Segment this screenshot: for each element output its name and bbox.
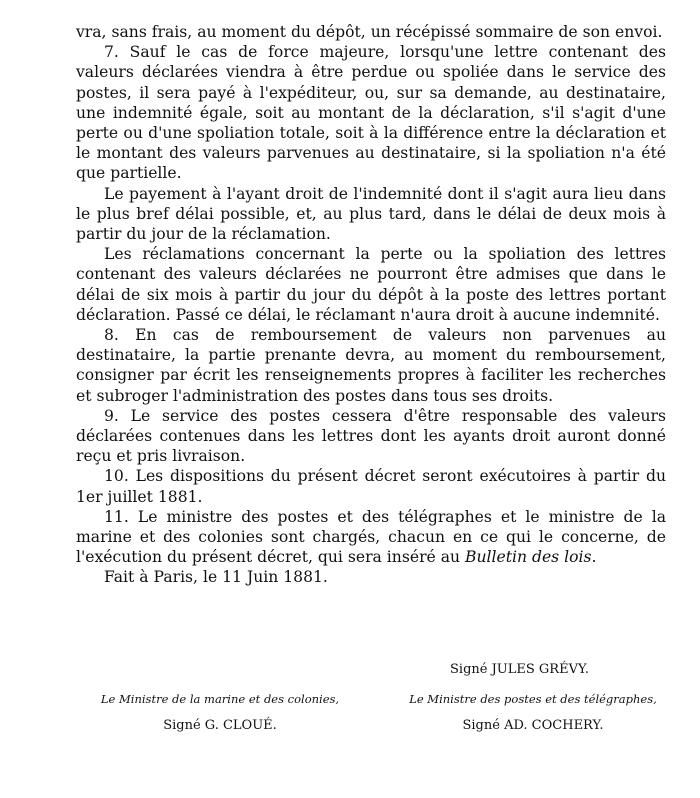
paragraph-claims: Les réclamations concernant la perte ou la spoliation des lettres contenant des valeurs déclarées ne pourront être admises que dans le délai de six mois à partir du jour du dépôt à la poste des lettres portant déclaration. Passé ce délai, le réclamant n'aura droit à aucune indemnité.	[76, 245, 666, 324]
paragraph-article-10: 10. Les dispositions du présent décret seront exécutoires à partir du 1er juillet 1881.	[76, 467, 666, 506]
paragraph-article-7: 7. Sauf le cas de force majeure, lorsqu'une lettre contenant des valeurs déclarées viendra à être perdue ou spoliée dans le service des postes, il sera payé à l'expéditeur, ou, sur sa demande, au destinataire, une indemnité égale, soit au montant de la déclaration, s'il s'agit d'une perte ou d'une spoliation totale, soit à la différence entre la déclaration et le montant des valeurs parvenues au destinataire, si la spoliation n'a été que partielle.	[76, 43, 666, 183]
minister-postes-title: Le Ministre des postes et des télégraphes,	[409, 692, 657, 706]
minister-marine-title: Le Ministre de la marine et des colonies,	[100, 692, 340, 706]
minister-postes-signature: Signé AD. COCHERY.	[462, 718, 604, 733]
fait-a-paris: Fait à Paris, le 11 Juin 1881.	[104, 568, 328, 587]
paragraph-payment: Le payement à l'ayant droit de l'indemnité dont il s'agit aura lieu dans le plus bref délai possible, et, au plus tard, dans le délai de deux mois à partir du jour de la réclamation.	[76, 184, 666, 244]
bulletin-des-lois: Bulletin des lois	[465, 548, 592, 567]
paragraph-article-11	[76, 507, 666, 568]
minister-marine-signature: Signé G. CLOUÉ.	[163, 718, 277, 733]
article-11-text: 11. Le ministre des postes et des télégraphes et le ministre de la marine et des colonies sont chargés, chacun en ce qui le concerne, de l'exécution du présent décret, qui sera inséré au	[76, 507, 666, 567]
president-signature: Signé JULES GRÉVY.	[450, 662, 590, 677]
paragraph-intro: vra, sans frais, au moment du dépôt, un récépissé sommaire de son envoi.	[76, 23, 663, 41]
paragraph-article-9: 9. Le service des postes cessera d'être responsable des valeurs déclarées contenues dans les lettres dont les ayants droit auront donné reçu et pris livraison.	[76, 406, 666, 466]
decree-text	[76, 22, 666, 588]
article-11-end: .	[591, 548, 597, 567]
paragraph-article-8: 8. En cas de remboursement de valeurs non parvenues au destinataire, la partie prenante devra, au moment du remboursement, consigner par écrit les renseignements propres à faciliter les recherches et subroger l'administration des postes dans tous ses droits.	[76, 326, 666, 405]
